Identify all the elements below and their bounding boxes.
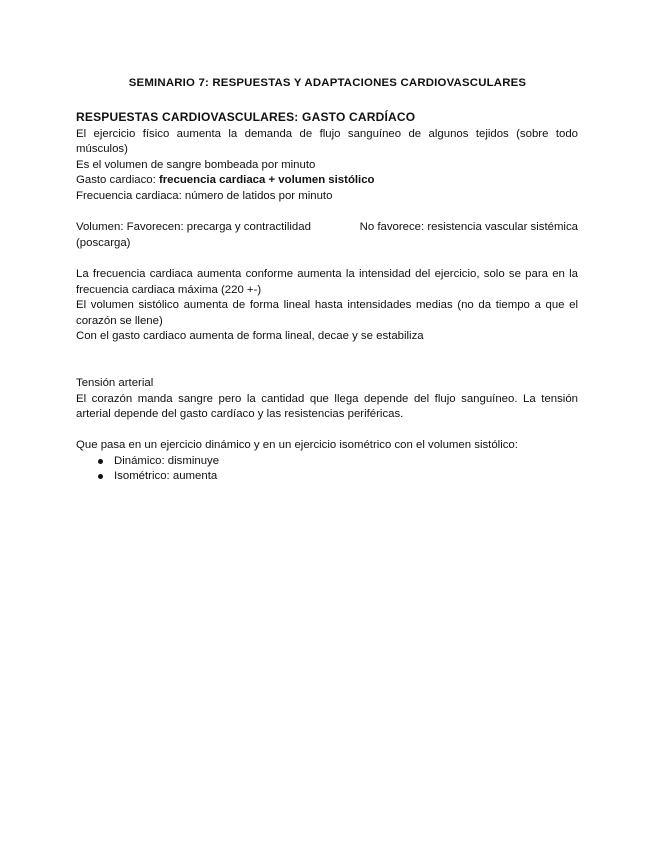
paragraph: El volumen sistólico aumenta de forma lineal hasta intensidades medias (no da tiempo a que el corazón se llene) <box>76 299 578 327</box>
section-subheading: Tensión arterial <box>76 377 154 389</box>
section-ejercicio <box>76 438 578 485</box>
list-item: Isométrico: aumenta <box>76 469 578 485</box>
paragraph <box>76 173 578 189</box>
list-item: Dinámico: disminuye <box>76 454 578 470</box>
paragraph: Con el gasto cardiaco aumenta de forma lineal, decae y se estabiliza <box>76 330 424 343</box>
paragraph: La frecuencia cardiaca aumenta conforme aumenta la intensidad del ejercicio, solo se para en la frecuencia cardiaca máxima (220 +-) <box>76 268 578 296</box>
paragraph: El ejercicio físico aumenta la demanda de flujo sanguíneo de algunos tejidos (sobre todo músculos) <box>76 127 578 156</box>
section-frecuencia <box>76 267 578 345</box>
document-title: SEMINARIO 7: RESPUESTAS Y ADAPTACIONES CARDIOVASCULARES <box>128 77 527 89</box>
volumen-no-favorece: No favorece: resistencia vascular sistémica <box>359 221 578 233</box>
paragraph: Frecuencia cardiaca: número de latidos por minuto <box>76 189 333 202</box>
question: Que pasa en un ejercicio dinámico y en un ejercicio isométrico con el volumen sistólico: <box>76 439 518 451</box>
paragraph: Es el volumen de sangre bombeada por minuto <box>76 158 316 171</box>
volumen-favorecen: Volumen: Favorecen: precarga y contractilidad <box>76 221 311 233</box>
volumen-row <box>76 220 578 236</box>
section-heading: RESPUESTAS CARDIOVASCULARES: GASTO CARDÍACO <box>76 110 416 124</box>
volumen-continuation: (poscarga) <box>76 236 131 249</box>
volumen-block <box>76 220 578 251</box>
gasto-label: Gasto cardiaco: <box>76 174 159 187</box>
gasto-formula: frecuencia cardiaca + volumen sistólico <box>158 174 375 187</box>
bullet-list <box>76 454 578 485</box>
paragraph: El corazón manda sangre pero la cantidad que llega depende del flujo sanguíneo. La tensión arterial depende del gasto cardíaco y las resistencias periféricas. <box>76 392 578 421</box>
section-gasto-cardiaco <box>76 110 578 205</box>
section-tension-arterial <box>76 376 578 423</box>
